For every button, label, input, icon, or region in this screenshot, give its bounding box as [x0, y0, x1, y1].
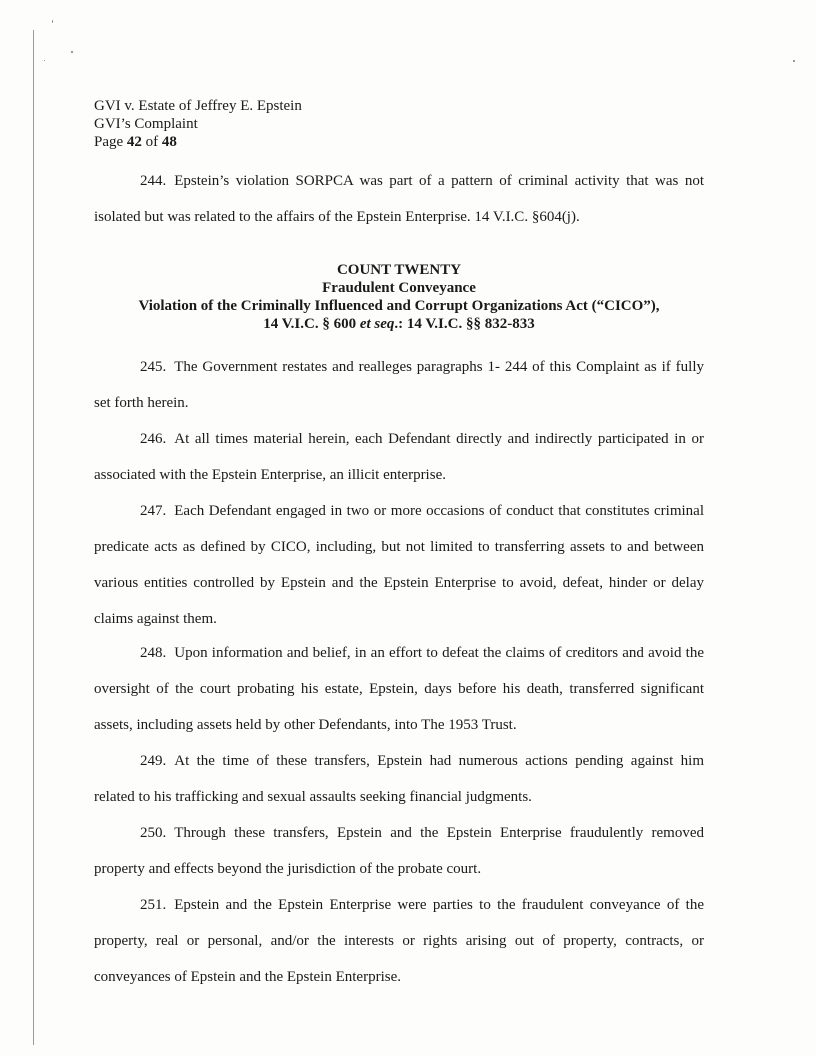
- count-heading: [94, 261, 704, 333]
- scan-speck: [793, 60, 795, 62]
- paragraph-246: [94, 421, 704, 493]
- paragraph-number: 246.: [140, 431, 167, 447]
- page-number: Page 42 of 48: [94, 134, 177, 150]
- count-title: Fraudulent Conveyance: [322, 280, 476, 296]
- paragraph-244: [94, 163, 704, 235]
- paragraph-number: 244.: [140, 173, 167, 189]
- paragraph-number: 248.: [140, 645, 167, 661]
- scan-margin-line: [33, 30, 34, 1045]
- paragraph-247: [94, 493, 704, 637]
- count-number: COUNT TWENTY: [336, 262, 462, 278]
- paragraph-number: 250.: [140, 825, 167, 841]
- paragraph-249: [94, 743, 704, 815]
- paragraph-248: [94, 635, 704, 743]
- paragraph-number: 249.: [140, 753, 167, 769]
- paragraph-text: Epstein’s violation SORPCA was part of a pattern of criminal activity that was not isolated but was related to the affairs of the Epstein Enterprise. 14 V.I.C. §604(j).: [94, 173, 704, 225]
- current-page: 42: [126, 134, 142, 150]
- paragraph-number: 251.: [140, 897, 167, 913]
- document-title: GVI’s Complaint: [94, 116, 198, 132]
- scan-speck: [44, 60, 45, 61]
- count-statute-line2: 14 V.I.C. § 600 et seq.: 14 V.I.C. §§ 832-833: [263, 316, 535, 332]
- page-header: [94, 97, 302, 151]
- total-pages: 48: [161, 134, 177, 150]
- scan-speck: [52, 20, 53, 23]
- paragraph-text: At all times material herein, each Defendant directly and indirectly participated in or associated with the Epstein Enterprise, an illicit enterprise.: [94, 431, 704, 483]
- paragraph-text: Upon information and belief, in an effort to defeat the claims of creditors and avoid the oversight of the court probating his estate, Epstein, days before his death, transferred significant assets, including assets held by other Defendants, into The 1953 Trust.: [94, 645, 704, 733]
- paragraph-text: The Government restates and realleges paragraphs 1- 244 of this Complaint as if fully set forth herein.: [94, 359, 704, 411]
- paragraph-number: 247.: [140, 503, 167, 519]
- paragraph-251: [94, 887, 704, 995]
- paragraph-text: Each Defendant engaged in two or more occasions of conduct that constitutes criminal predicate acts as defined by CICO, including, but not limited to transferring assets to and between various entities controlled by Epstein and the Epstein Enterprise to avoid, defeat, hinder or delay claims against them.: [94, 503, 704, 627]
- paragraph-250: [94, 815, 704, 887]
- paragraph-245: [94, 349, 704, 421]
- paragraph-text: At the time of these transfers, Epstein had numerous actions pending against him related to his trafficking and sexual assaults seeking financial judgments.: [94, 753, 704, 805]
- paragraph-text: Epstein and the Epstein Enterprise were parties to the fraudulent conveyance of the property, real or personal, and/or the interests or rights arising out of property, contracts, or conveyances of Epstein and the Epstein Enterprise.: [94, 897, 704, 985]
- case-caption: GVI v. Estate of Jeffrey E. Epstein: [94, 98, 302, 114]
- scan-speck: [71, 51, 73, 53]
- paragraph-number: 245.: [140, 359, 167, 375]
- count-statute-line1: Violation of the Criminally Influenced and Corrupt Organizations Act (“CICO”),: [138, 298, 660, 314]
- paragraph-text: Through these transfers, Epstein and the Epstein Enterprise fraudulently removed property and effects beyond the jurisdiction of the probate court.: [94, 825, 704, 877]
